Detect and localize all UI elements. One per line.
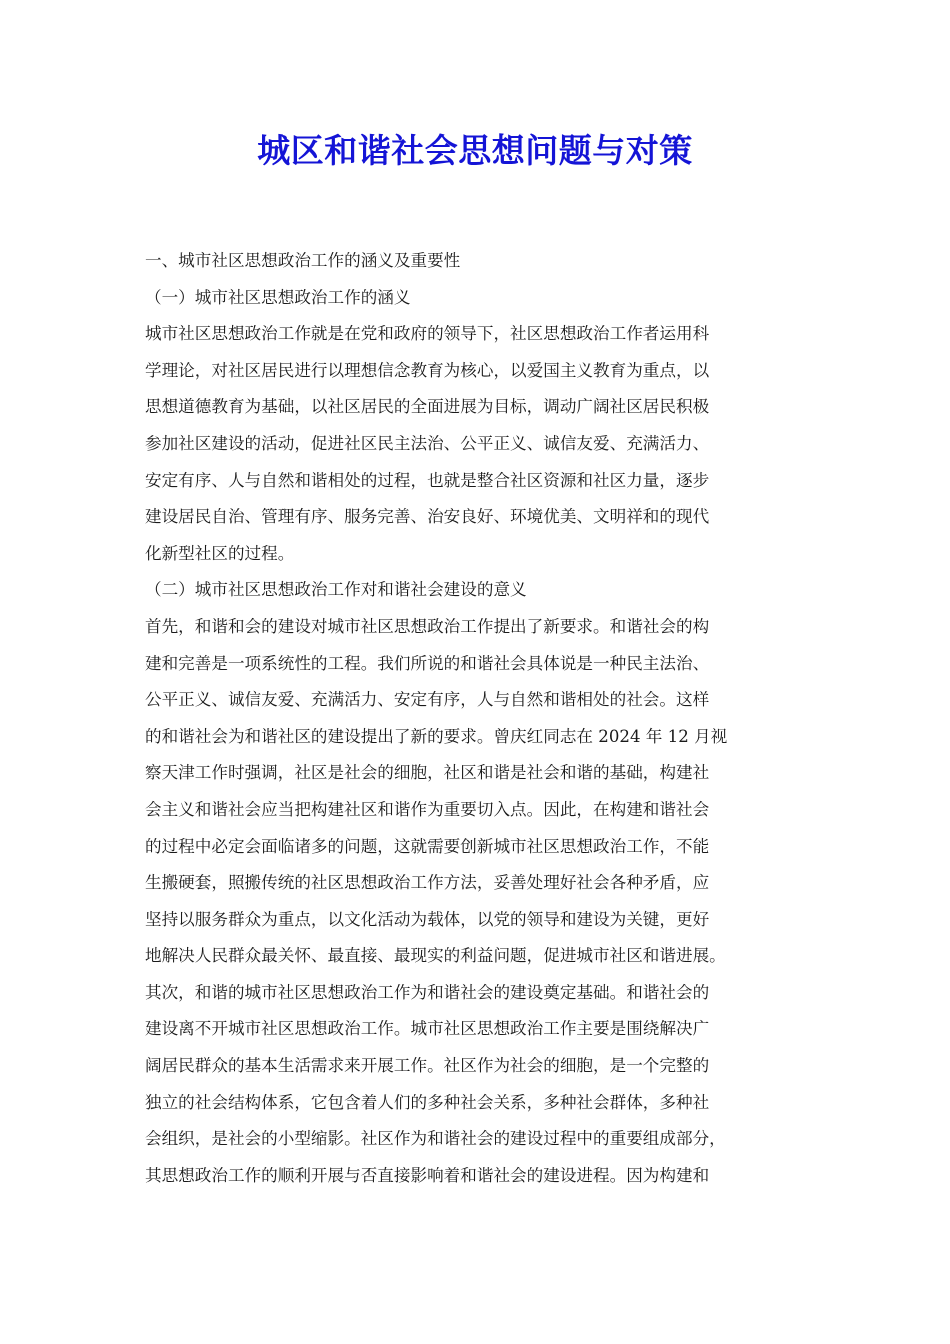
- text-line: 会组织，是社会的小型缩影。社区作为和谐社会的建设过程中的重要组成部分，: [145, 1129, 726, 1149]
- text-line: 察天津工作时强调，社区是社会的细胞，社区和谐是社会和谐的基础，构建社: [145, 763, 710, 783]
- text-line: 生搬硬套，照搬传统的社区思想政治工作方法，妥善处理好社会各种矛盾，应: [145, 873, 710, 893]
- text-line: 地解决人民群众最关怀、最直接、最现实的利益问题，促进城市社区和谐进展。: [145, 946, 726, 966]
- text-line: （二）城市社区思想政治工作对和谐社会建设的意义: [145, 580, 527, 600]
- text-line: 的过程中必定会面临诸多的问题，这就需要创新城市社区思想政治工作，不能: [145, 836, 710, 856]
- text-line: 城市社区思想政治工作就是在党和政府的领导下，社区思想政治工作者运用科: [145, 324, 710, 344]
- text-line: 建设离不开城市社区思想政治工作。城市社区思想政治工作主要是围绕解决广: [145, 1019, 710, 1039]
- document-body: [145, 243, 825, 1194]
- text-line: 建设居民自治、管理有序、服务完善、治安良好、环境优美、文明祥和的现代: [145, 507, 710, 527]
- text-line: 坚持以服务群众为重点，以文化活动为载体，以党的领导和建设为关键，更好: [145, 909, 710, 929]
- text-line: （一）城市社区思想政治工作的涵义: [145, 287, 411, 307]
- document-title: 城区和谐社会思想问题与对策: [257, 131, 693, 170]
- text-line: 一、城市社区思想政治工作的涵义及重要性: [145, 251, 461, 270]
- text-line: 首先，和谐和会的建设对城市社区思想政治工作提出了新要求。和谐社会的构: [145, 616, 710, 636]
- text-line: 其次，和谐的城市社区思想政治工作为和谐社会的建设奠定基础。和谐社会的: [145, 982, 710, 1002]
- text-line: 的和谐社会为和谐社区的建设提出了新的要求。曾庆红同志在 2024 年 12 月视: [145, 726, 728, 746]
- text-line: 学理论，对社区居民进行以理想信念教育为核心，以爱国主义教育为重点，以: [145, 360, 710, 380]
- text-line: 公平正义、诚信友爱、充满活力、安定有序，人与自然和谐相处的社会。这样: [145, 690, 710, 710]
- text-line: 阔居民群众的基本生活需求来开展工作。社区作为社会的细胞，是一个完整的: [145, 1056, 710, 1076]
- text-line: 独立的社会结构体系，它包含着人们的多种社会关系，多种社会群体，多种社: [145, 1092, 710, 1112]
- text-line: 思想道德教育为基础，以社区居民的全面进展为目标，调动广阔社区居民积极: [145, 397, 710, 417]
- text-line: 其思想政治工作的顺利开展与否直接影响着和谐社会的建设进程。因为构建和: [145, 1165, 710, 1185]
- text-line: 会主义和谐社会应当把构建社区和谐作为重要切入点。因此，在构建和谐社会: [145, 799, 710, 819]
- text-line: 安定有序、人与自然和谐相处的过程，也就是整合社区资源和社区力量，逐步: [145, 470, 710, 490]
- text-line: 参加社区建设的活动，促进社区民主法治、公平正义、诚信友爱、充满活力、: [145, 433, 710, 453]
- text-line: 化新型社区的过程。: [145, 543, 295, 563]
- text-line: 建和完善是一项系统性的工程。我们所说的和谐社会具体说是一种民主法治、: [145, 653, 710, 673]
